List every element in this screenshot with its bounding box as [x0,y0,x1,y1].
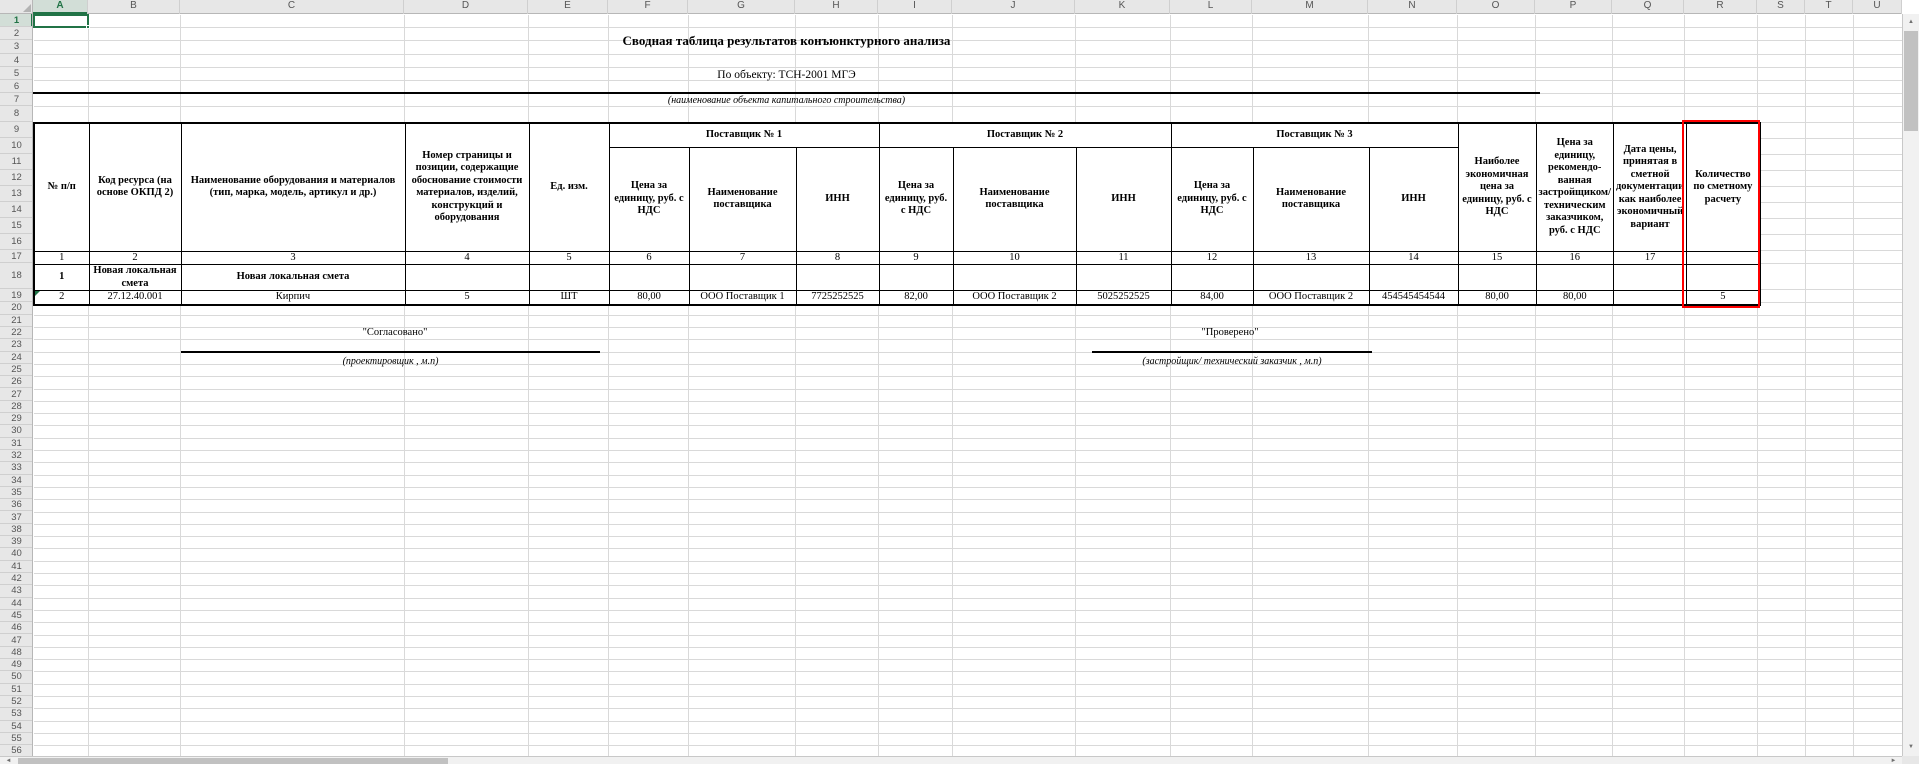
row-header-34[interactable]: 34 [0,475,33,487]
row-header-17[interactable]: 17 [0,250,33,263]
column-number-cell[interactable]: 9 [879,251,953,265]
row-header-47[interactable]: 47 [0,635,33,647]
gridline [34,659,1902,660]
column-header-U[interactable]: U [1853,0,1902,14]
gridline [34,512,1902,513]
gridline [34,585,1902,586]
header-supplier-name-3[interactable]: Наименование поставщика [1253,147,1369,251]
header-name[interactable]: Наименование оборудования и материалов (тип, марка, модель, артикул и др.) [181,123,405,251]
column-header-B[interactable]: B [88,0,180,14]
cell-g18[interactable] [689,265,796,291]
cell-q19[interactable] [1614,291,1687,305]
row-header-30[interactable]: 30 [0,425,33,437]
column-number-cell[interactable]: 2 [89,251,181,265]
checked-caption: (застройщик/ технический заказчик , м.п) [1142,356,1322,367]
gridline [34,745,1902,746]
cell-n19[interactable]: 454545454544 [1369,291,1458,305]
row-header-38[interactable]: 38 [0,524,33,536]
row-header-18[interactable]: 18 [0,263,33,289]
row-header-19[interactable]: 19 [0,289,33,302]
cell-j19[interactable]: ООО Поставщик 2 [953,291,1076,305]
cell-error-flag-icon [35,291,40,296]
scroll-left-icon[interactable]: ◄ [5,758,12,764]
scroll-right-icon[interactable]: ► [1890,758,1897,764]
cell-k19[interactable]: 5025252525 [1076,291,1171,305]
object-line: По объекту: ТСН-2001 МГЭ [717,69,856,81]
header-page-position[interactable]: Номер страницы и позиции, содержащие обоснование стоимости материалов, изделий, конструкций и оборудования [405,123,529,251]
cell-r19[interactable]: 5 [1687,291,1760,305]
header-unit[interactable]: Ед. изм. [529,123,609,251]
gridline [34,413,1902,414]
column-header-Q[interactable]: Q [1612,0,1684,14]
header-resource-code[interactable]: Код ресурса (на основе ОКПД 2) [89,123,181,251]
gridline [1853,15,1854,756]
column-header-E[interactable]: E [528,0,608,14]
cell-c19[interactable]: Кирпич [181,291,405,305]
row-header-2[interactable]: 2 [0,27,33,40]
gridline [34,487,1902,488]
header-price-per-unit-2[interactable]: Цена за единицу, руб. с НДС [879,147,953,251]
header-supplier-name-2[interactable]: Наименование поставщика [953,147,1076,251]
row-header-35[interactable]: 35 [0,487,33,499]
gridline [34,462,1902,463]
select-all-icon [23,4,31,12]
checked-signature-line [1092,351,1372,353]
column-header-H[interactable]: H [795,0,878,14]
column-number-cell[interactable]: 17 [1614,251,1687,265]
row-header-27[interactable]: 27 [0,389,33,401]
header-price-per-unit-3[interactable]: Цена за единицу, руб. с НДС [1171,147,1253,251]
gridline [34,708,1902,709]
header-supplier-2-group[interactable]: Поставщик № 2 [879,123,1171,147]
row-header-21[interactable]: 21 [0,315,33,327]
row-header-28[interactable]: 28 [0,401,33,413]
row-header-46[interactable]: 46 [0,622,33,634]
column-number-cell[interactable]: 14 [1369,251,1458,265]
column-number-cell[interactable]: 6 [609,251,689,265]
gridline [34,548,1902,549]
gridline [34,27,1902,28]
column-header-I[interactable]: I [878,0,952,14]
gridline [34,635,1902,636]
row-header-32[interactable]: 32 [0,450,33,462]
gridline [34,401,1902,402]
header-supplier-1-group[interactable]: Поставщик № 1 [609,123,879,147]
column-header-J[interactable]: J [952,0,1075,14]
row-header-41[interactable]: 41 [0,561,33,573]
document-title: Сводная таблица результатов конъюнктурного анализа [622,33,951,48]
header-inn-3[interactable]: ИНН [1369,147,1458,251]
column-number-cell[interactable]: 5 [529,251,609,265]
column-number-cell[interactable]: 1 [34,251,89,265]
header-price-date[interactable]: Дата цены, принятая в сметной документации как наиболее экономичный вариант [1614,123,1687,251]
horizontal-scrollbar[interactable] [0,756,1902,764]
gridline [34,696,1902,697]
row-header-52[interactable]: 52 [0,696,33,708]
row-header-56[interactable]: 56 [0,745,33,756]
gridline [34,438,1902,439]
row-header-33[interactable]: 33 [0,462,33,474]
cell-c18[interactable]: Новая локальная смета [181,265,405,291]
column-number-cell[interactable]: 10 [953,251,1076,265]
row-header-22[interactable]: 22 [0,327,33,339]
row-header-12[interactable]: 12 [0,170,33,186]
header-inn-1[interactable]: ИНН [796,147,879,251]
gridline [34,622,1902,623]
column-number-cell[interactable]: 4 [405,251,529,265]
agreed-caption: (проектировщик , м.п) [342,356,439,367]
row-header-54[interactable]: 54 [0,721,33,733]
row-header-6[interactable]: 6 [0,80,33,93]
row-header-31[interactable]: 31 [0,438,33,450]
fill-handle[interactable] [86,25,90,29]
cell-f19[interactable]: 80,00 [609,291,689,305]
gridline [34,721,1902,722]
gridline [1805,15,1806,756]
header-inn-2[interactable]: ИНН [1076,147,1171,251]
gridline [34,524,1902,525]
gridline [34,425,1902,426]
row-header-9[interactable]: 9 [0,122,33,138]
cell-e18[interactable] [529,265,609,291]
row-header-53[interactable]: 53 [0,708,33,720]
gridline [34,684,1902,685]
row-header-42[interactable]: 42 [0,573,33,585]
column-header-G[interactable]: G [688,0,795,14]
gridline [34,450,1902,451]
cell-m18[interactable] [1253,265,1369,291]
cell-i19[interactable]: 82,00 [879,291,953,305]
cell-o19[interactable]: 80,00 [1458,291,1536,305]
gridline [34,671,1902,672]
vertical-scrollbar-thumb[interactable] [1904,31,1918,131]
row-header-10[interactable]: 10 [0,138,33,154]
row-header-39[interactable]: 39 [0,536,33,548]
column-number-cell[interactable]: 3 [181,251,405,265]
gridline [34,499,1902,500]
cell-q18[interactable] [1614,265,1687,291]
column-header-M[interactable]: M [1252,0,1368,14]
column-header-N[interactable]: N [1368,0,1457,14]
row-header-51[interactable]: 51 [0,684,33,696]
header-recommended-price[interactable]: Цена за единицу, рекомендо-ванная застройщиком/ техническим заказчиком, руб. с НДС [1536,123,1614,251]
header-price-per-unit-1[interactable]: Цена за единицу, руб. с НДС [609,147,689,251]
column-header-S[interactable]: S [1757,0,1805,14]
cell-g19[interactable]: ООО Поставщик 1 [689,291,796,305]
row-header-23[interactable]: 23 [0,339,33,351]
scrollbar-corner [1902,756,1919,764]
analysis-table [33,122,1761,306]
cell-b18[interactable]: Новая локальная смета [89,265,181,291]
object-caption: (наименование объекта капитального строительства) [667,95,906,106]
column-number-cell[interactable]: 16 [1536,251,1614,265]
row-header-5[interactable]: 5 [0,67,33,80]
row-header-37[interactable]: 37 [0,512,33,524]
vertical-scrollbar[interactable] [1902,14,1919,756]
row-header-25[interactable]: 25 [0,364,33,376]
header-num[interactable]: № п/п [34,123,89,251]
header-quantity[interactable]: Количество по сметному расчету [1687,123,1760,251]
column-number-cell[interactable]: 13 [1253,251,1369,265]
column-header-T[interactable]: T [1805,0,1853,14]
column-number-cell[interactable]: 12 [1171,251,1253,265]
agreed-signature-line [181,351,600,353]
select-all-button[interactable] [0,0,33,14]
gridline [34,573,1902,574]
gridline [34,376,1902,377]
gridline [34,536,1902,537]
header-most-economical[interactable]: Наиболее экономичная цена за единицу, руб. с НДС [1458,123,1536,251]
row-header-43[interactable]: 43 [0,585,33,597]
row-header-29[interactable]: 29 [0,413,33,425]
row-header-44[interactable]: 44 [0,598,33,610]
cell-i18[interactable] [879,265,953,291]
row-header-49[interactable]: 49 [0,659,33,671]
row-header-1[interactable]: 1 [0,14,33,27]
cell-d18[interactable] [405,265,529,291]
row-header-3[interactable]: 3 [0,40,33,53]
cell-p18[interactable] [1536,265,1614,291]
row-header-4[interactable]: 4 [0,54,33,67]
scroll-down-icon[interactable]: ▼ [1903,739,1919,756]
row-header-48[interactable]: 48 [0,647,33,659]
row-header-40[interactable]: 40 [0,548,33,560]
column-headers [0,0,1902,14]
gridline [34,54,1902,55]
column-header-L[interactable]: L [1170,0,1252,14]
row-header-45[interactable]: 45 [0,610,33,622]
cell-l19[interactable]: 84,00 [1171,291,1253,305]
row-headers [0,14,33,756]
column-header-O[interactable]: O [1457,0,1535,14]
row-header-26[interactable]: 26 [0,376,33,388]
column-number-cell[interactable]: 8 [796,251,879,265]
cell-j18[interactable] [953,265,1076,291]
row-header-20[interactable]: 20 [0,302,33,314]
column-header-R[interactable]: R [1684,0,1757,14]
active-cell-a1[interactable] [33,14,89,28]
column-number-cell[interactable]: 11 [1076,251,1171,265]
gridline [34,475,1902,476]
row-header-36[interactable]: 36 [0,499,33,511]
row-header-11[interactable]: 11 [0,154,33,170]
horizontal-scrollbar-thumb[interactable] [18,758,448,764]
cell-a18[interactable]: 1 [34,265,89,291]
checked-label: "Проверено" [1201,327,1259,338]
column-header-C[interactable]: C [180,0,404,14]
gridline [34,561,1902,562]
row-header-13[interactable]: 13 [0,186,33,202]
quantity-column-highlight [1682,120,1760,308]
row-header-15[interactable]: 15 [0,218,33,234]
cell-d19[interactable]: 5 [405,291,529,305]
gridline [34,733,1902,734]
row-header-50[interactable]: 50 [0,671,33,683]
cell-a19[interactable]: 2 [34,291,89,305]
cell-k18[interactable] [1076,265,1171,291]
cell-l18[interactable] [1171,265,1253,291]
gridline [34,315,1902,316]
row-header-16[interactable]: 16 [0,234,33,250]
cell-h18[interactable] [796,265,879,291]
column-number-cell[interactable]: 15 [1458,251,1536,265]
cell-h19[interactable]: 7725252525 [796,291,879,305]
column-number-cell[interactable]: 7 [689,251,796,265]
cell-e19[interactable]: ШТ [529,291,609,305]
row-header-7[interactable]: 7 [0,93,33,106]
cell-p19[interactable]: 80,00 [1536,291,1614,305]
cell-n18[interactable] [1369,265,1458,291]
header-supplier-name-1[interactable]: Наименование поставщика [689,147,796,251]
row-header-24[interactable]: 24 [0,352,33,364]
cell-f18[interactable] [609,265,689,291]
gridline [34,389,1902,390]
cell-m19[interactable]: ООО Поставщик 2 [1253,291,1369,305]
object-underline [33,92,1540,94]
row-header-8[interactable]: 8 [0,106,33,122]
gridline [34,610,1902,611]
row-header-14[interactable]: 14 [0,202,33,218]
column-header-A[interactable]: A [33,0,88,14]
agreed-label: "Согласовано" [362,327,428,338]
header-supplier-3-group[interactable]: Поставщик № 3 [1171,123,1458,147]
cell-b19[interactable]: 27.12.40.001 [89,291,181,305]
column-header-F[interactable]: F [608,0,688,14]
gridline [34,647,1902,648]
column-header-P[interactable]: P [1535,0,1612,14]
column-header-K[interactable]: K [1075,0,1170,14]
gridline [34,598,1902,599]
scroll-up-icon[interactable]: ▲ [1903,14,1919,31]
column-header-D[interactable]: D [404,0,528,14]
cell-o18[interactable] [1458,265,1536,291]
gridline [34,67,1902,68]
row-header-55[interactable]: 55 [0,733,33,745]
